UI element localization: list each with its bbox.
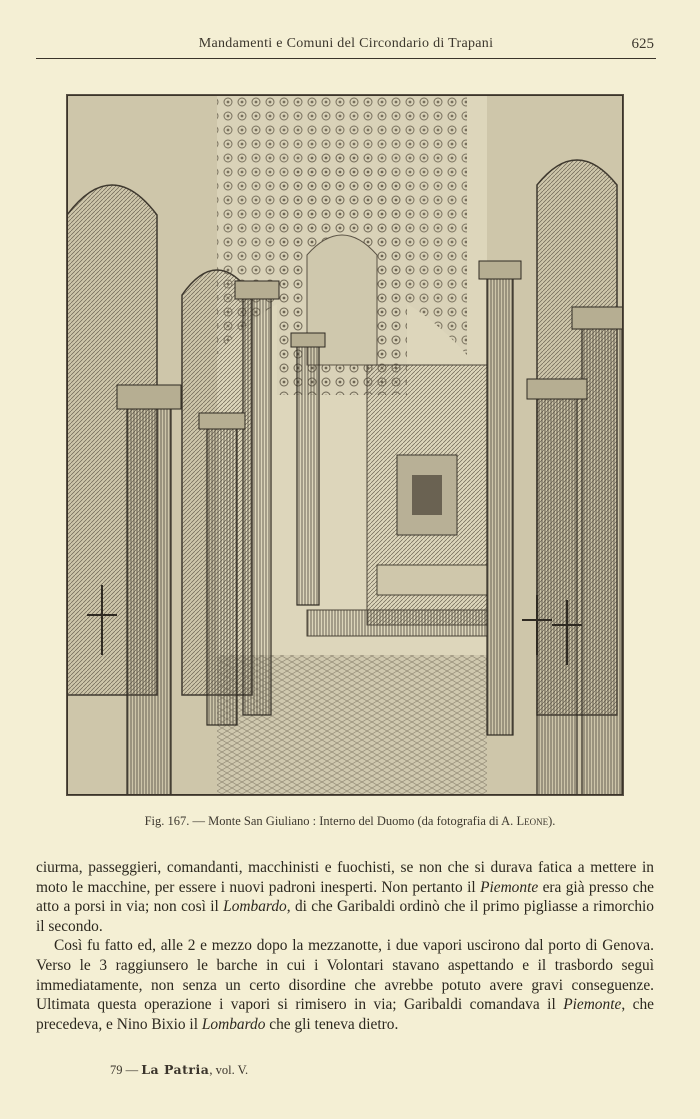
caption-author: Leone	[516, 814, 549, 828]
engraving-figure	[66, 94, 624, 796]
page-number: 625	[631, 36, 654, 52]
paragraph-2	[36, 936, 654, 1034]
running-title: Mandamenti e Comuni del Circondario di Trapani	[198, 36, 494, 51]
cathedral-interior-engraving	[67, 95, 623, 795]
figure-caption	[0, 814, 700, 829]
ship-name-piemonte-2: Piemonte	[563, 996, 622, 1014]
p2-text-c: che gli teneva dietro.	[265, 1015, 399, 1033]
p2-text-b: , che precedeva, e Nino Bixio il	[36, 996, 654, 1033]
p1-text-b: era già presso che atto a porsi in via; non così il	[36, 878, 654, 916]
ship-name-lombardo-2: Lombardo	[201, 1015, 266, 1033]
ship-name-lombardo: Lombardo	[223, 898, 287, 916]
p1-text-a: ciurma, passeggieri, comandanti, macchinisti e fuochisti, se non che si durava fatica a mettere in moto le macchine, per essere i nuovi padroni inesperti. Non pertanto il	[36, 859, 654, 896]
p1-text-c: , di che Garibaldi ordinò che il primo pigliasse a rimorchio il secondo.	[36, 898, 654, 935]
paragraph-1	[36, 858, 654, 936]
work-title: La Patria	[141, 1062, 210, 1077]
signature-footer	[110, 1062, 248, 1078]
ship-name-piemonte: Piemonte	[480, 878, 539, 896]
signature-mark: 79 —	[110, 1063, 142, 1077]
p2-text-a: Così fu fatto ed, alle 2 e mezzo dopo la mezzanotte, i due vapori uscirono dal porto di Genova. Verso le 3 raggiunsero le barche in cui i Volontari stavano aspettando e il trasbordo seguì immediatamente, non senza un certo disordine che avrebbe potuto avere gravi conseguenze. Ultimata questa operazione i vapori si rimisero in via; Garibaldi comandava il	[36, 937, 654, 1014]
body-text	[36, 858, 654, 1034]
caption-end: ).	[548, 814, 556, 828]
running-header	[36, 36, 656, 59]
caption-text: Fig. 167. — Monte San Giuliano : Interno del Duomo (da fotografia di A.	[144, 814, 517, 828]
volume-label: , vol. V.	[209, 1063, 249, 1077]
